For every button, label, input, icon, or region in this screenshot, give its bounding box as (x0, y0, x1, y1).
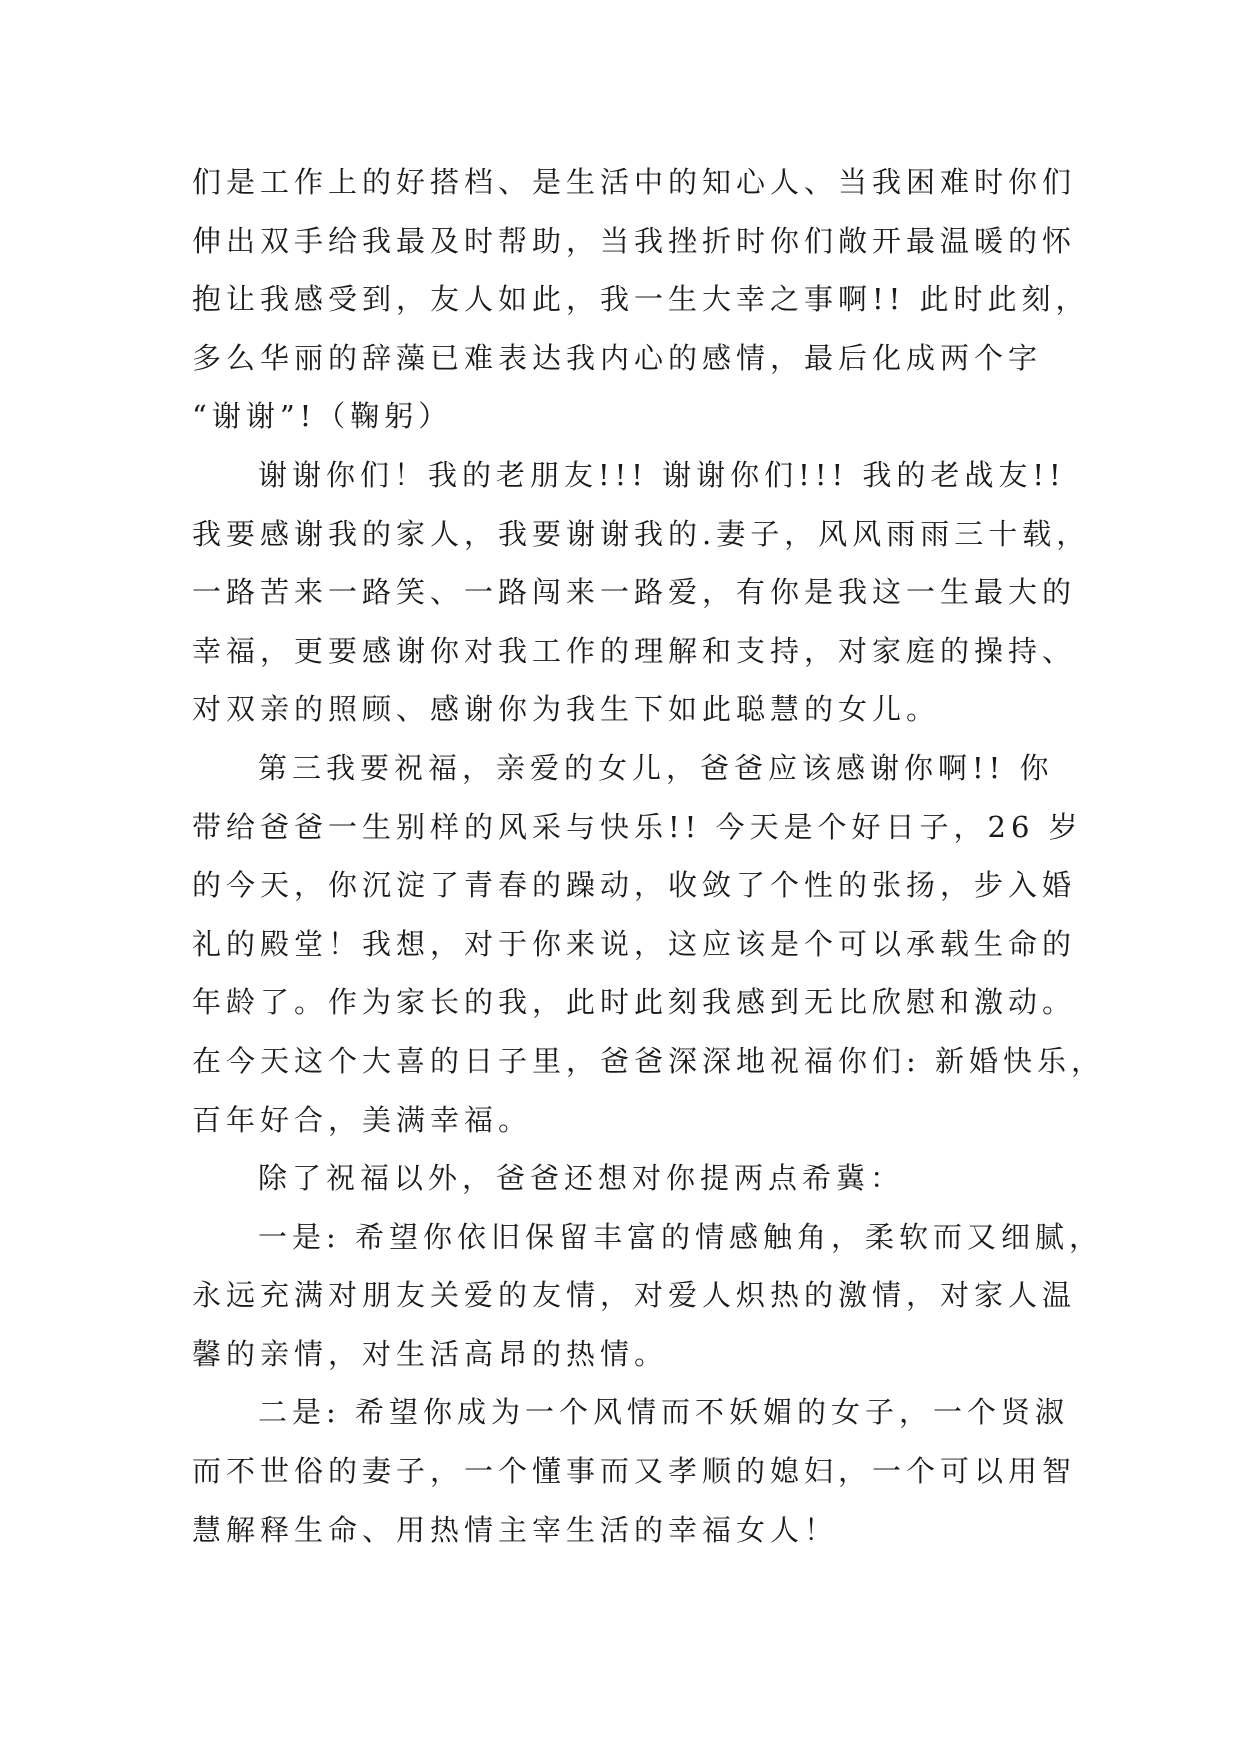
text-line: “谢谢”!（鞠躬） (192, 399, 453, 434)
paragraph-4 (192, 1158, 1072, 1217)
text-line: 永远充满对朋友关爱的友情，对爱人炽热的激情，对家人温 (192, 1278, 1077, 1313)
paragraph-2 (192, 455, 1091, 748)
text-line: 一是: 希望你依旧保留丰富的情感触角，柔软而又细腻， (258, 1219, 1103, 1254)
text-line: 多么华丽的辞藻已难表达我内心的感情，最后化成两个字 (192, 340, 1043, 375)
paragraph-3 (192, 748, 1105, 1158)
text-line: 我要感谢我的家人，我要谢谢我的.妻子，风风雨雨三十载， (192, 516, 1091, 551)
paragraph-5 (192, 1217, 1103, 1393)
text-line: 礼的殿堂！我想，对于你来说，这应该是个可以承载生命的 (192, 926, 1077, 961)
text-line: 伸出双手给我最及时帮助，当我挫折时你们敞开最温暖的怀 (192, 223, 1077, 258)
text-line: 在今天这个大喜的日子里，爸爸深深地祝福你们: 新婚快乐， (192, 1043, 1105, 1078)
text-line: 的今天，你沉淀了青春的躁动，收敛了个性的张扬，步入婚 (192, 868, 1077, 903)
paragraph-1 (192, 162, 1090, 455)
text-line: 二是: 希望你成为一个风情而不妖媚的女子，一个贤淑 (258, 1395, 1069, 1430)
paragraph-6 (192, 1392, 1077, 1568)
text-line: 第三我要祝福，亲爱的女儿，爸爸应该感谢你啊!! 你 (258, 750, 1054, 785)
text-line: 慧解释生命、用热情主宰生活的幸福女人！ (192, 1512, 839, 1547)
document-body (192, 162, 1105, 1568)
text-line: 除了祝福以外，爸爸还想对你提两点希冀： (258, 1161, 905, 1196)
text-line: 幸福，更要感谢你对我工作的理解和支持，对家庭的操持、 (192, 633, 1077, 668)
text-line: 抱让我感受到，友人如此，我一生大幸之事啊!! 此时此刻， (192, 282, 1090, 317)
text-line: 百年好合，美满幸福。 (192, 1102, 533, 1137)
text-line: 对双亲的照顾、感谢你为我生下如此聪慧的女儿。 (192, 692, 941, 727)
text-line: 而不世俗的妻子，一个懂事而又孝顺的媳妇，一个可以用智 (192, 1454, 1077, 1489)
text-line: 馨的亲情，对生活高昂的热情。 (192, 1336, 669, 1371)
text-line: 带给爸爸一生别样的风采与快乐!! 今天是个好日子，26 岁 (192, 809, 1083, 844)
text-line: 谢谢你们！我的老朋友!!! 谢谢你们!!! 我的老战友!! (258, 457, 1066, 492)
text-line: 们是工作上的好搭档、是生活中的知心人、当我困难时你们 (192, 165, 1077, 199)
text-line: 一路苦来一路笑、一路闯来一路爱，有你是我这一生最大的 (192, 575, 1077, 610)
text-line: 年龄了。作为家长的我，此时此刻我感到无比欣慰和激动。 (192, 985, 1077, 1020)
